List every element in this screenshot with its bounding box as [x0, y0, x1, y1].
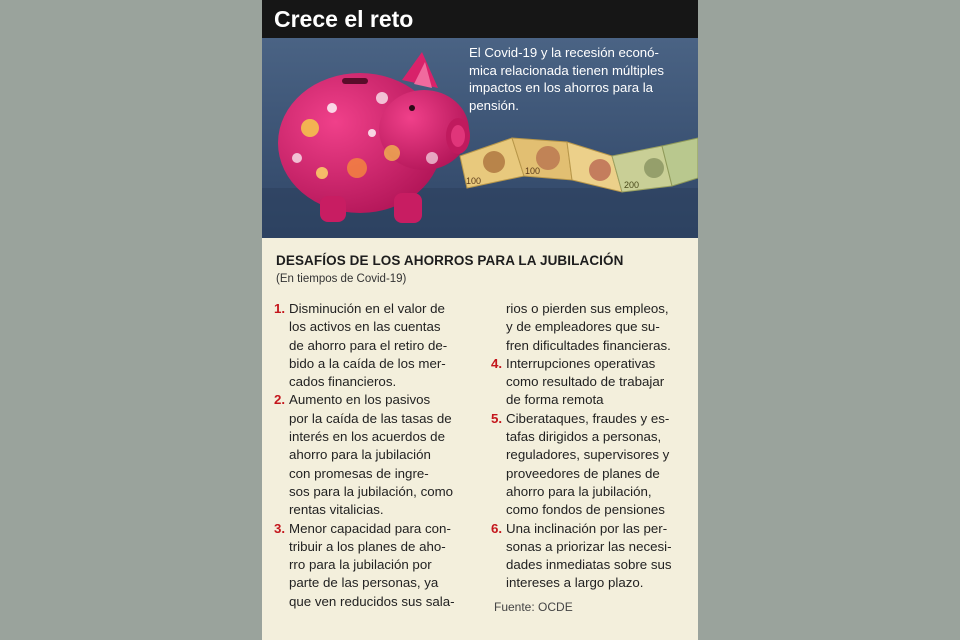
list-item-line — [274, 391, 486, 409]
list-item-line — [274, 373, 486, 391]
list-item-number: 3. — [274, 520, 286, 536]
left-column — [274, 300, 486, 611]
list-item-line — [491, 410, 691, 428]
list-item-text: bido a la caída de los mer- — [289, 355, 446, 371]
list-item-text: reguladores, supervisores y — [506, 447, 670, 463]
bill-denomination: 200 — [624, 180, 640, 190]
section-heading: DESAFÍOS DE LOS AHORROS PARA LA JUBILACIÓN — [276, 253, 624, 268]
list-item-text: proveedores de planes de — [506, 465, 660, 481]
list-item-text: interés en los acuerdos de — [289, 429, 445, 445]
list-item-text: de forma remota — [506, 392, 604, 408]
list-item-text: dades inmediatas sobre sus — [506, 557, 672, 573]
list-item-line — [491, 373, 691, 391]
photo-caption — [469, 44, 693, 114]
list-item-number: 1. — [274, 301, 286, 316]
list-item-line — [491, 318, 691, 336]
list-item-line — [491, 300, 691, 318]
list-item-line — [491, 538, 691, 556]
list-item-text: Menor capacidad para con- — [289, 520, 451, 536]
list-item-line — [491, 446, 691, 464]
list-item-line — [274, 428, 486, 446]
list-item-line — [274, 501, 486, 519]
list-item-text: Disminución en el valor de — [289, 301, 445, 316]
list-item-line — [274, 355, 486, 373]
title-bar — [262, 0, 698, 38]
list-item-text: con promesas de ingre- — [289, 465, 429, 481]
list-item-line — [274, 465, 486, 483]
list-item-number: 4. — [491, 355, 503, 371]
list-item-line — [274, 538, 486, 556]
list-item-line — [274, 520, 486, 538]
caption-line: impactos en los ahorros para la — [469, 80, 653, 95]
list-item-line — [274, 318, 486, 336]
bill-denomination: 100 — [525, 166, 541, 176]
caption-line: mica relacionada tienen múltiples — [469, 62, 664, 78]
list-item-line — [274, 410, 486, 428]
list-item-text: los activos en las cuentas — [289, 319, 441, 335]
list-item-text: rios o pierden sus empleos, — [506, 301, 669, 316]
list-item-text: intereses a largo plazo. — [506, 575, 644, 591]
list-item-text: ahorro para la jubilación, — [506, 483, 652, 499]
list-item-line — [491, 355, 691, 373]
section-subheading: (En tiempos de Covid-19) — [276, 273, 407, 285]
list-item-text: cados financieros. — [289, 374, 397, 390]
list-item-text: como fondos de pensiones — [506, 502, 665, 518]
list-item-text: Aumento en los pasivos — [289, 392, 431, 408]
list-item-text: sonas a priorizar las necesi- — [506, 538, 672, 554]
list-item-line — [491, 465, 691, 483]
list-item-line — [274, 593, 486, 611]
right-column — [491, 300, 691, 593]
list-item-text: ahorro para la jubilación — [289, 447, 431, 463]
list-item-line — [491, 520, 691, 538]
list-item-text: Ciberataques, fraudes y es- — [506, 410, 670, 426]
list-item-line — [274, 483, 486, 501]
list-item-line — [491, 501, 691, 519]
infographic-card — [262, 0, 698, 640]
list-item-text: parte de las personas, ya — [289, 575, 439, 591]
list-item-number: 5. — [491, 410, 503, 426]
list-item-line — [491, 574, 691, 592]
list-item-number: 6. — [491, 520, 503, 536]
list-item-text: tribuir a los planes de aho- — [289, 538, 446, 554]
list-item-text: por la caída de las tasas de — [289, 410, 452, 426]
caption-line: pensión. — [469, 97, 519, 113]
infographic-title: Crece el reto — [274, 6, 414, 32]
caption-line: El Covid-19 y la recesión econó- — [469, 45, 659, 60]
list-item-text: Interrupciones operativas — [506, 355, 656, 371]
list-item-text: tafas dirigidos a personas, — [506, 429, 662, 445]
list-item-text: sos para la jubilación, como — [289, 483, 454, 499]
list-item-line — [491, 556, 691, 574]
list-item-text: y de empleadores que su- — [506, 319, 660, 335]
list-item-text: rro para la jubilación por — [289, 557, 432, 573]
list-item-number: 2. — [274, 392, 286, 408]
bill-denomination: 100 — [466, 176, 482, 186]
list-item-line — [274, 574, 486, 592]
list-item-line — [274, 556, 486, 574]
list-item-text: como resultado de trabajar — [506, 374, 665, 390]
list-item-text: de ahorro para el retiro de- — [289, 337, 448, 353]
list-item-line — [274, 337, 486, 355]
list-item-line — [274, 300, 486, 318]
list-item-line — [491, 337, 691, 355]
list-item-text: que ven reducidos sus sala- — [289, 593, 455, 609]
piggy-bank-photo — [262, 38, 698, 238]
list-item-line — [491, 391, 691, 409]
list-item-text: Una inclinación por las per- — [506, 520, 668, 536]
list-item-text: rentas vitalicias. — [289, 502, 384, 518]
list-item-line — [491, 428, 691, 446]
list-item-line — [274, 446, 486, 464]
list-item-text: fren dificultades financieras. — [506, 337, 671, 353]
source-note: Fuente: OCDE — [494, 600, 573, 614]
list-item-line — [491, 483, 691, 501]
